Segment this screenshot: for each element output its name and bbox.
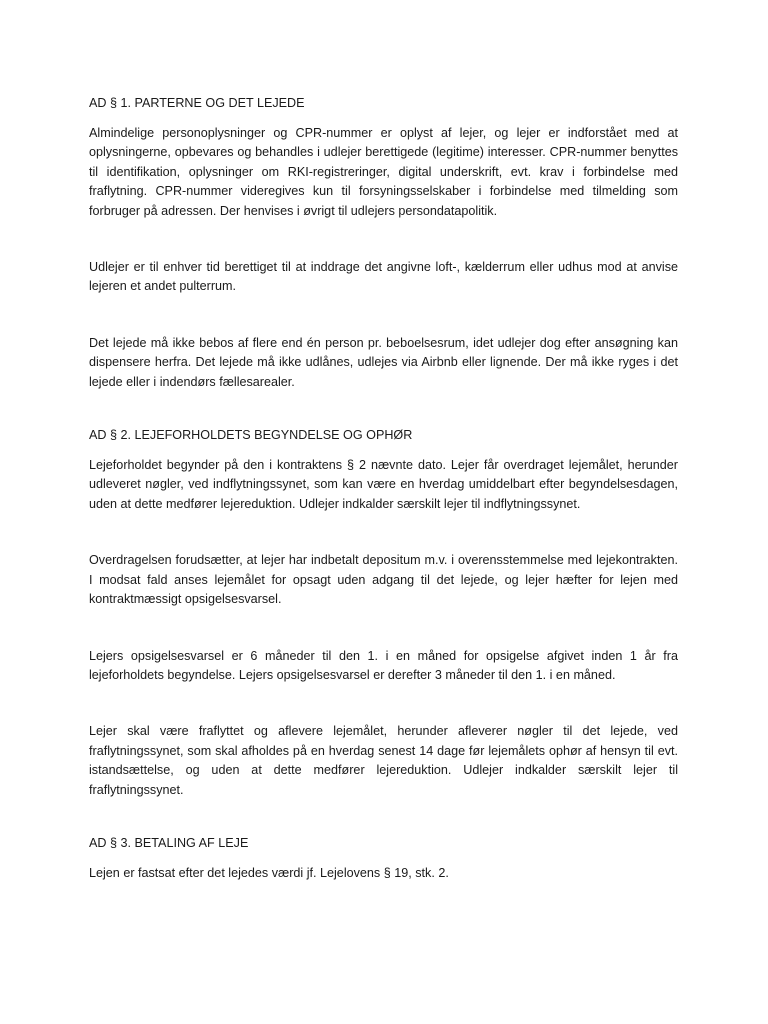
spacer: [89, 685, 678, 722]
spacer: [89, 610, 678, 647]
section-1-heading: AD § 1. PARTERNE OG DET LEJEDE: [89, 96, 305, 110]
spacer: [89, 297, 678, 334]
spacer: [89, 221, 678, 258]
section-3-paragraph-1: Lejen er fastsat efter det lejedes værdi jf. Lejelovens § 19, stk. 2.: [89, 865, 449, 880]
section-2-paragraph-3: Lejers opsigelsesvarsel er 6 måneder til den 1. i en måned for opsigelse afgivet inden 1 år fra lejeforholdets begyndelse. Lejers opsigelsesvarsel er derefter 3 måneder til den 1. i en måned.: [89, 648, 678, 682]
section-1-paragraph-3: Det lejede må ikke bebos af flere end én person pr. beboelsesrum, idet udlejer dog efter ansøgning kan dispensere herfra. Det lejede må ikke udlånes, udlejes via Airbnb eller lignende. Der må ikke ryges i det lejede eller i indendørs fællesarealer.: [89, 335, 678, 389]
section-2-paragraph-2: Overdragelsen forudsætter, at lejer har indbetalt depositum m.v. i overensstemmelse med lejekontrakten. I modsat fald anses lejemålet for opsagt uden adgang til det lejede, og lejer hæfter for lejen med kontraktmæssigt opsigelsesvarsel.: [89, 553, 678, 607]
section-3-heading: AD § 3. BETALING AF LEJE: [89, 835, 249, 850]
section-1-paragraph-1: Almindelige personoplysninger og CPR-nummer er oplyst af lejer, og lejer er indforstået med at oplysningerne, opbevares og behandles i udlejer berettigede (legitime) interesser. CPR-nummer benyttes til identifikation, oplysninger om RKI-registreringer, digital underskrift, evt. krav i forbindelse med fraflytning. CPR-nummer videregives kun til forsyningsselskaber i forbindelse med tilmelding som forbruger på adressen. Der henvises i øvrigt til udlejers persondatapolitik.: [89, 126, 678, 218]
document-body: [89, 94, 678, 883]
section-1-paragraph-2: Udlejer er til enhver tid berettiget til at inddrage det angivne loft-, kælderrum eller udhus mod at anvise lejeren et andet pulterrum.: [89, 260, 678, 294]
section-2-heading: AD § 2. LEJEFORHOLDETS BEGYNDELSE OG OPHØR: [89, 428, 413, 443]
section-2-paragraph-4: Lejer skal være fraflyttet og aflevere lejemålet, herunder afleverer nøgler til det lejede, ved fraflytningssynet, som skal afholdes på en hverdag senest 14 dage før lejemålets ophør af hensyn til evt. istandsættelse, og uden at dette medfører lejereduktion. Udlejer indkalder særskilt lejer til fraflytningssynet.: [89, 724, 678, 797]
spacer: [89, 392, 678, 426]
section-2-paragraph-1: Lejeforholdet begynder på den i kontraktens § 2 nævnte dato. Lejer får overdraget lejemålet, herunder udleveret nøgler, ved indflytningssynet, som kan være en hverdag umiddelbart efter begyndelsesdagen, uden at dette medfører lejereduktion. Udlejer indkalder særskilt lejer til indflytningssynet.: [89, 458, 678, 511]
spacer: [89, 800, 678, 834]
spacer: [89, 514, 678, 551]
